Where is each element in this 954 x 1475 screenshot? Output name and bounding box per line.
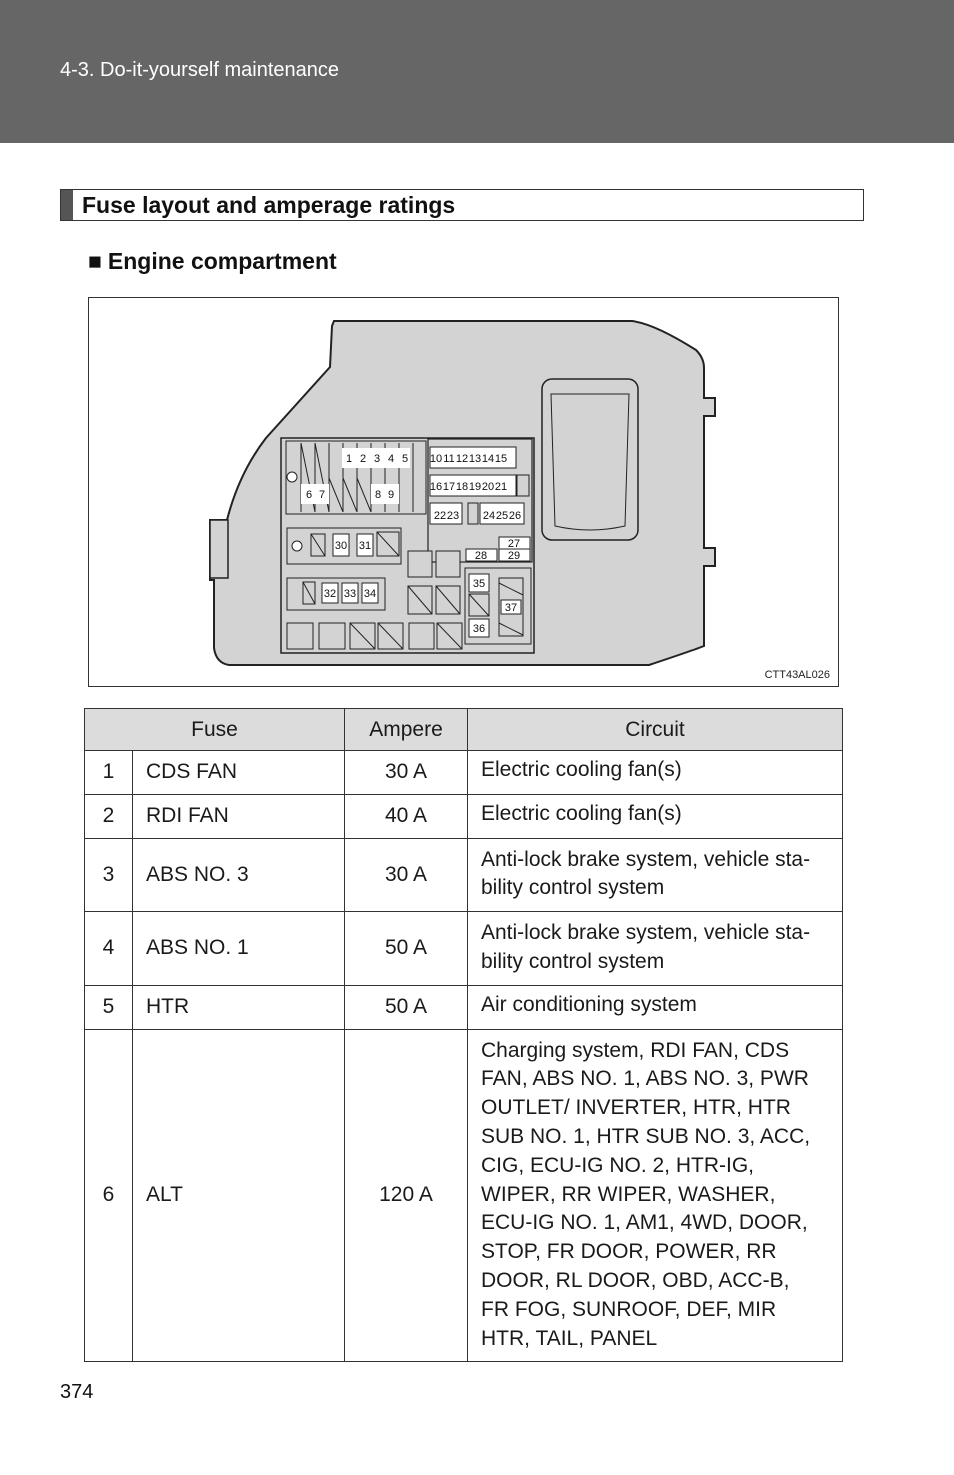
fuse-label-29: 29 (507, 550, 521, 562)
fuse-number: 4 (85, 912, 133, 986)
fuse-label-23: 23 (446, 510, 460, 522)
fuse-label-19: 19 (468, 481, 482, 493)
table-row (85, 794, 843, 838)
fuse-name: ABS NO. 1 (133, 912, 345, 986)
fuse-label-36: 36 (472, 623, 486, 635)
circuit-line: Charging system, RDI FAN, CDS (481, 1038, 790, 1062)
section-heading (60, 189, 864, 221)
fuse-circuit: Electric cooling fan(s) (468, 751, 843, 795)
circuit-line: FR FOG, SUNROOF, DEF, MIR (481, 1297, 777, 1321)
fuse-label-8: 8 (374, 489, 382, 501)
fuse-ampere: 30 A (345, 838, 468, 912)
fuse-label-12: 12 (455, 453, 469, 465)
fuse-box-diagram (89, 298, 840, 688)
section-label: 4-3. Do-it-yourself maintenance (60, 59, 340, 81)
circuit-line: FAN, ABS NO. 1, ABS NO. 3, PWR (481, 1067, 809, 1091)
fuse-number: 2 (85, 794, 133, 838)
figure-code: CTT43AL026 (764, 669, 830, 681)
square-bullet-icon: ■ (88, 248, 102, 274)
side-tab (210, 520, 228, 578)
heading-bar (61, 190, 73, 220)
fuse-ampere: 50 A (345, 912, 468, 986)
fuse-label-35: 35 (472, 578, 486, 590)
table-row (85, 751, 843, 795)
fuse-ampere: 50 A (345, 985, 468, 1029)
fuse-label-4: 4 (387, 453, 395, 465)
fuse-label-10: 10 (429, 453, 443, 465)
fuse-label-6: 6 (305, 489, 313, 501)
fuse-label-27: 27 (507, 538, 521, 550)
fuse-number: 5 (85, 985, 133, 1029)
table-header-row (85, 709, 843, 751)
fuse-box-figure (88, 297, 839, 687)
header-fuse: Fuse (85, 709, 345, 751)
table-row (85, 838, 843, 912)
fuse-label-30: 30 (334, 540, 348, 552)
fuse-label-32: 32 (323, 588, 337, 600)
subheading-text: Engine compartment (107, 248, 337, 274)
fuse-ampere: 120 A (345, 1029, 468, 1362)
table-row (85, 985, 843, 1029)
fuse-label-24: 24 (482, 510, 496, 522)
fuse-number: 6 (85, 1029, 133, 1362)
circuit-line: Anti-lock brake system, vehicle sta- (481, 847, 811, 871)
fuse-label-33: 33 (343, 588, 357, 600)
circuit-line: HTR, TAIL, PANEL (481, 1326, 658, 1350)
fuse-label-22: 22 (433, 510, 447, 522)
fuse-label-2: 2 (359, 453, 367, 465)
circuit-line: bility control system (481, 876, 665, 900)
fuse-label-15: 15 (494, 453, 508, 465)
table-row (85, 912, 843, 986)
fuse-label-20: 20 (481, 481, 495, 493)
relay-cover (542, 379, 638, 540)
fuse-label-37: 37 (504, 602, 518, 614)
fuse-ampere: 40 A (345, 794, 468, 838)
subheading (88, 248, 337, 275)
circuit-line: DOOR, RL DOOR, OBD, ACC-B, (481, 1268, 790, 1292)
fuse-name: HTR (133, 985, 345, 1029)
fuse-label-11: 11 (443, 453, 455, 465)
fuse-label-28: 28 (474, 550, 488, 562)
fuse-label-16: 16 (429, 481, 443, 493)
page-number: 374 (60, 1381, 94, 1403)
fuse-circuit (468, 912, 843, 986)
fuse-label-21: 21 (494, 481, 508, 493)
fuse-label-34: 34 (363, 588, 377, 600)
fuse-label-25: 25 (495, 510, 509, 522)
circuit-line: ECU-IG NO. 1, AM1, 4WD, DOOR, (481, 1211, 808, 1235)
fuse-label-18: 18 (455, 481, 469, 493)
fuse-name: ABS NO. 3 (133, 838, 345, 912)
fuse-name: ALT (133, 1029, 345, 1362)
circuit-line: bility control system (481, 949, 665, 973)
circuit-line: CIG, ECU-IG NO. 2, HTR-IG, (481, 1153, 755, 1177)
fuse-name: CDS FAN (133, 751, 345, 795)
header-band (0, 0, 954, 143)
fuse-label-9: 9 (387, 489, 395, 501)
fuse-label-31: 31 (358, 540, 372, 552)
fuse-circuit: Electric cooling fan(s) (468, 794, 843, 838)
header-circuit: Circuit (468, 709, 843, 751)
fuse-ampere: 30 A (345, 751, 468, 795)
circuit-line: WIPER, RR WIPER, WASHER, (481, 1182, 776, 1206)
fuse-label-17: 17 (442, 481, 456, 493)
fuse-label-1: 1 (345, 453, 353, 465)
fuse-number: 3 (85, 838, 133, 912)
circuit-line: Anti-lock brake system, vehicle sta- (481, 921, 811, 945)
fuse-label-7: 7 (318, 489, 326, 501)
circuit-line: STOP, FR DOOR, POWER, RR (481, 1240, 777, 1264)
fuse-label-13: 13 (468, 453, 482, 465)
fuse-table (84, 708, 843, 1362)
fuse-number: 1 (85, 751, 133, 795)
circuit-line: SUB NO. 1, HTR SUB NO. 3, ACC, (481, 1124, 811, 1148)
fuse-name: RDI FAN (133, 794, 345, 838)
circuit-line: OUTLET/ INVERTER, HTR, HTR (481, 1096, 791, 1120)
fuse-label-3: 3 (373, 453, 381, 465)
fuse-circuit (468, 1029, 843, 1362)
fuse-label-26: 26 (508, 510, 522, 522)
header-ampere: Ampere (345, 709, 468, 751)
fuse-circuit: Air conditioning system (468, 985, 843, 1029)
section-heading-text: Fuse layout and amperage ratings (82, 192, 456, 218)
fuse-label-5: 5 (401, 453, 409, 465)
table-row (85, 1029, 843, 1362)
fuse-circuit (468, 838, 843, 912)
fuse-label-14: 14 (481, 453, 495, 465)
